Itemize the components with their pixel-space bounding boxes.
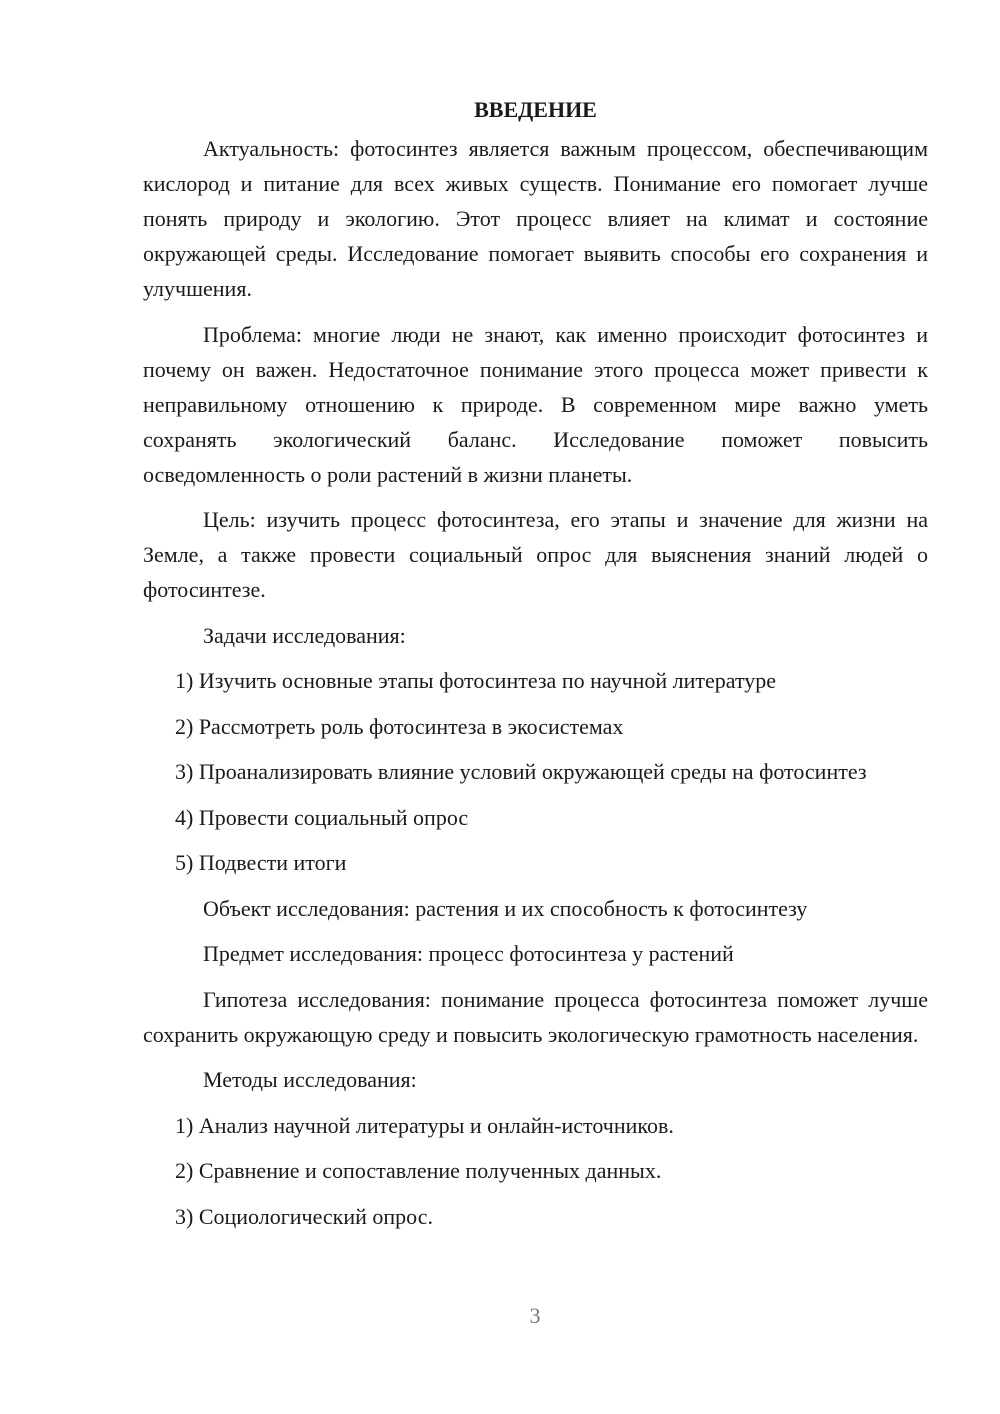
paragraph-goal: Цель: изучить процесс фотосинтеза, его этапы и значение для жизни на Земле, а также провести социальный опрос для выяснения знаний людей о фотосинтезе. [143,507,928,602]
method-item: 2) Сравнение и сопоставление полученных данных. [175,1158,662,1183]
research-hypothesis: Гипотеза исследования: понимание процесса фотосинтеза поможет лучше сохранить окружающую среду и повысить экологическую грамотность населения. [143,986,928,1047]
task-item: 1) Изучить основные этапы фотосинтеза по научной литературе [175,668,777,693]
document-page [143,92,928,1244]
research-subject: Предмет исследования: процесс фотосинтеза у растений [203,941,734,966]
method-item: 3) Социологический опрос. [175,1203,433,1229]
task-item: 5) Подвести итоги [175,850,347,875]
tasks-heading: Задачи исследования: [203,622,406,648]
task-item: 3) Проанализировать влияние условий окружающей среды на фотосинтез [175,759,867,784]
research-object: Объект исследования: растения и их способность к фотосинтезу [203,895,808,921]
methods-heading: Методы исследования: [203,1067,417,1092]
task-item: 2) Рассмотреть роль фотосинтеза в экосистемах [175,713,624,739]
page-number: 3 [529,1303,541,1328]
task-item: 4) Провести социальный опрос [175,804,469,830]
paragraph-relevance: Актуальность: фотосинтез является важным процессом, обеспечивающим кислород и питание для всех живых существ. Понимание его помогает лучше понять природу и экологию. Этот процесс влияет на климат и состояние окружающей среды. Исследование помогает выявить способы его сохранения и улучшения. [143,136,928,301]
paragraph-problem: Проблема: многие люди не знают, как именно происходит фотосинтез и почему он важен. Недостаточное понимание этого процесса может привести к неправильному отношению к природе. В современном мире важно уметь сохранять экологический баланс. Исследование поможет повысить осведомленность о роли растений в жизни планеты. [143,321,928,487]
page-title: ВВЕДЕНИЕ [474,97,597,122]
method-item: 1) Анализ научной литературы и онлайн-источников. [175,1112,674,1138]
